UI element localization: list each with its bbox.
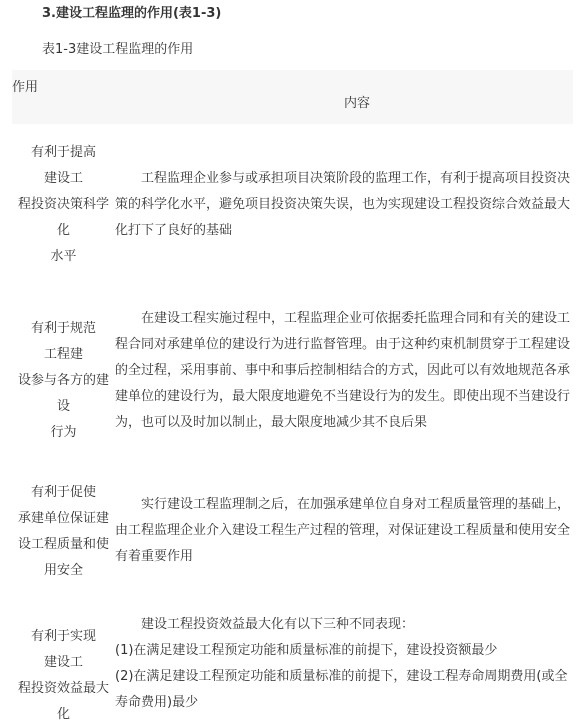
content-cell: [115, 306, 573, 446]
role-line: 有利于实现: [30, 629, 96, 644]
table-header-row: [12, 70, 573, 124]
role-line: 建设工: [43, 171, 83, 186]
role-line: 程投资效益最大: [17, 681, 109, 696]
role-line: 工程建: [43, 347, 83, 362]
role-line: 用安全: [43, 563, 83, 578]
role-line: 有利于规范: [30, 321, 96, 336]
role-line: 化: [56, 707, 70, 722]
role-cell: [12, 140, 115, 270]
header-content: 内容: [344, 96, 371, 111]
section-heading: 3.建设工程监理的作用(表1-3): [42, 6, 222, 21]
content-paragraph: 在建设工程实施过程中，工程监理企业可依据委托监理合同和有关的建设工程合同对承建单位的建设行为进行监督管理。由于这种约束机制贯穿于工程建设的全过程，采用事前、事中和事后控制相结合的方式，因此可以有效地规范各承建单位的建设行为，最大限度地避免不当建设行为的发生。即使出现不当建设行为，也可以及时加以制止，最大限度地减少其不良后果: [115, 311, 571, 430]
role-line: 化: [56, 223, 70, 238]
table-row: [12, 306, 573, 446]
table-row: [12, 480, 573, 584]
content-paragraph: (2)在满足建设工程预定功能和质量标准的前提下，建设工程寿命周期费用(或全寿命费用)最少: [115, 669, 568, 710]
header-role: 作用: [12, 80, 39, 95]
content-paragraph: 建设工程投资效益最大化有以下三种不同表现：: [141, 617, 415, 632]
table-caption: 表1-3建设工程监理的作用: [42, 42, 194, 57]
content-cell: [115, 140, 573, 270]
role-cell: [12, 480, 115, 584]
role-cell: [12, 306, 115, 446]
role-line: 有利于促使: [30, 485, 96, 500]
role-line: 设: [56, 399, 70, 414]
role-line: 设参与各方的建: [17, 373, 109, 388]
role-line: 行为: [50, 425, 77, 440]
role-line: 水平: [50, 249, 77, 264]
content-paragraph: 工程监理企业参与或承担项目决策阶段的监理工作，有利于提高项目投资决策的科学化水平，避免项目投资决策失误，也为实现建设工程投资综合效益最大化打下了良好的基础: [115, 171, 571, 238]
supervision-role-table: [12, 70, 573, 728]
role-cell: [12, 624, 115, 728]
content-cell: [115, 612, 573, 728]
content-paragraph: 实行建设工程监理制之后，在加强承建单位自身对工程质量管理的基础上，由工程监理企业介入建设工程生产过程的管理，对保证建设工程质量和使用安全有着重要作用: [115, 497, 571, 564]
role-line: 建设工: [43, 655, 83, 670]
content-cell: [115, 480, 573, 584]
role-line: 有利于提高: [30, 145, 96, 160]
role-line: 程投资决策科学: [17, 197, 109, 212]
role-line: 设工程质量和使: [17, 537, 109, 552]
role-line: 承建单位保证建: [17, 511, 109, 526]
content-paragraph: (1)在满足建设工程预定功能和质量标准的前提下，建设投资额最少: [115, 643, 498, 658]
table-row: [12, 617, 573, 728]
table-row: [12, 140, 573, 270]
